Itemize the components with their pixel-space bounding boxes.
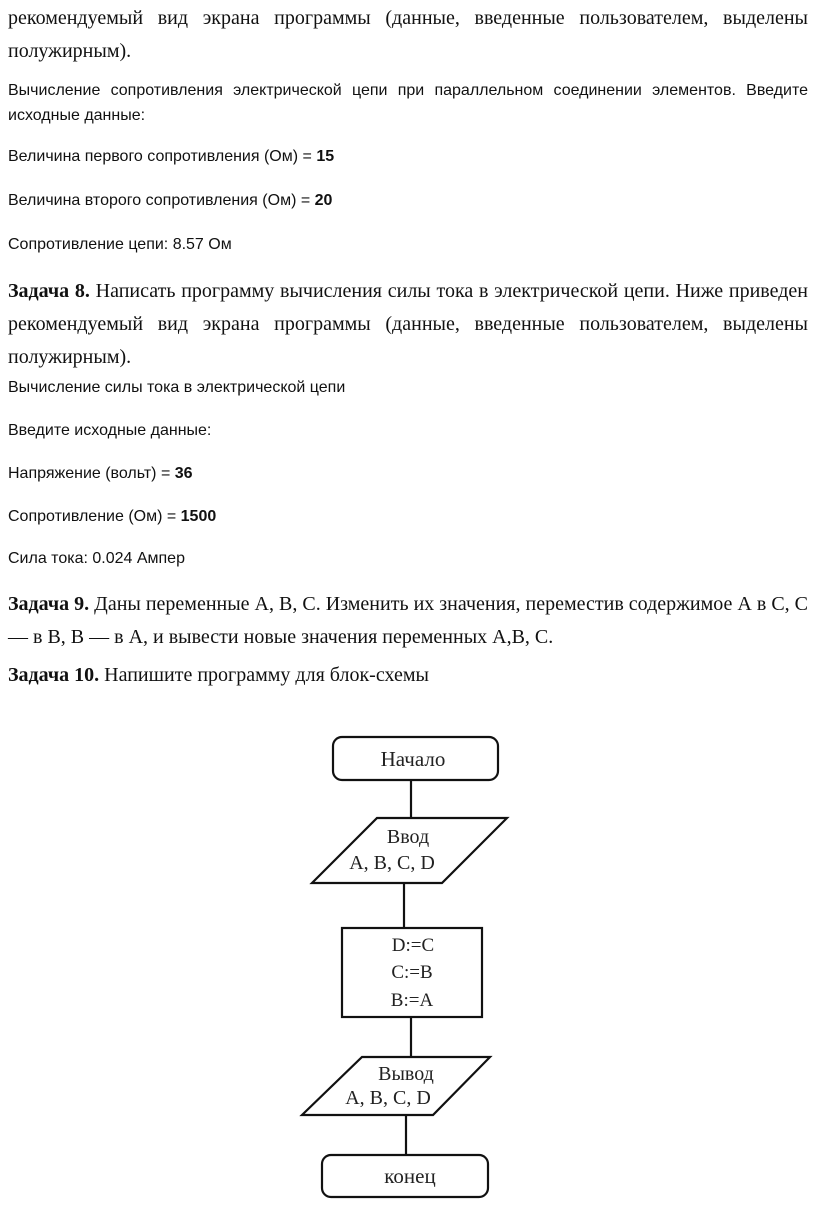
- end-label: конец: [384, 1164, 436, 1188]
- resistance-value: 1500: [180, 508, 217, 525]
- process-line-2: C:=B: [391, 962, 433, 983]
- task10-heading: Задача 10.: [8, 664, 100, 686]
- task7-result: Сопротивление цепи: 8.57 Ом: [8, 236, 232, 253]
- task8-text: Написать программу вычисления силы тока в электрической цепи. Ниже приведен рекомендуемый вид экрана программы (данные, введенные пользователем, выделены полужирным).: [8, 280, 809, 368]
- start-label: Начало: [380, 747, 446, 771]
- task7-title-text: Вычисление сопротивления электрической цепи при параллельном соединении элементов. Введите исходные данные:: [8, 82, 808, 124]
- process-line-3: B:=A: [390, 990, 434, 1011]
- r2-value: 20: [314, 192, 333, 209]
- input-vars: A, B, C, D: [349, 852, 435, 874]
- task10-text: Напишите программу для блок-схемы: [99, 664, 429, 686]
- task8-heading: Задача 8.: [8, 280, 90, 302]
- task8-result: Сила тока: 0.024 Ампер: [8, 550, 185, 567]
- task9-text: Даны переменные А, В, С. Изменить их значения, переместив содержимое А в С, С — в В, В — в А, и вывести новые значения переменных А,В, С.: [8, 593, 809, 648]
- output-label: Вывод: [378, 1063, 434, 1085]
- r1-label: Величина первого сопротивления (Ом) =: [8, 148, 317, 165]
- task8-prompt: Введите исходные данные:: [8, 422, 212, 439]
- input-label: Ввод: [386, 826, 430, 848]
- resistance-label: Сопротивление (Ом) =: [8, 508, 181, 525]
- intro-text: рекомендуемый вид экрана программы (данные, введенные пользователем, выделены полужирным).: [8, 7, 808, 62]
- r2-label: Величина второго сопротивления (Ом) =: [8, 192, 315, 209]
- task9-heading: Задача 9.: [8, 593, 90, 615]
- process-line-1: D:=C: [391, 935, 435, 956]
- voltage-label: Напряжение (вольт) =: [8, 465, 175, 482]
- output-vars: A, B, C, D: [345, 1087, 431, 1109]
- r1-value: 15: [316, 148, 335, 165]
- task8-title-text: Вычисление силы тока в электрической цепи: [8, 379, 346, 396]
- voltage-value: 36: [174, 465, 193, 482]
